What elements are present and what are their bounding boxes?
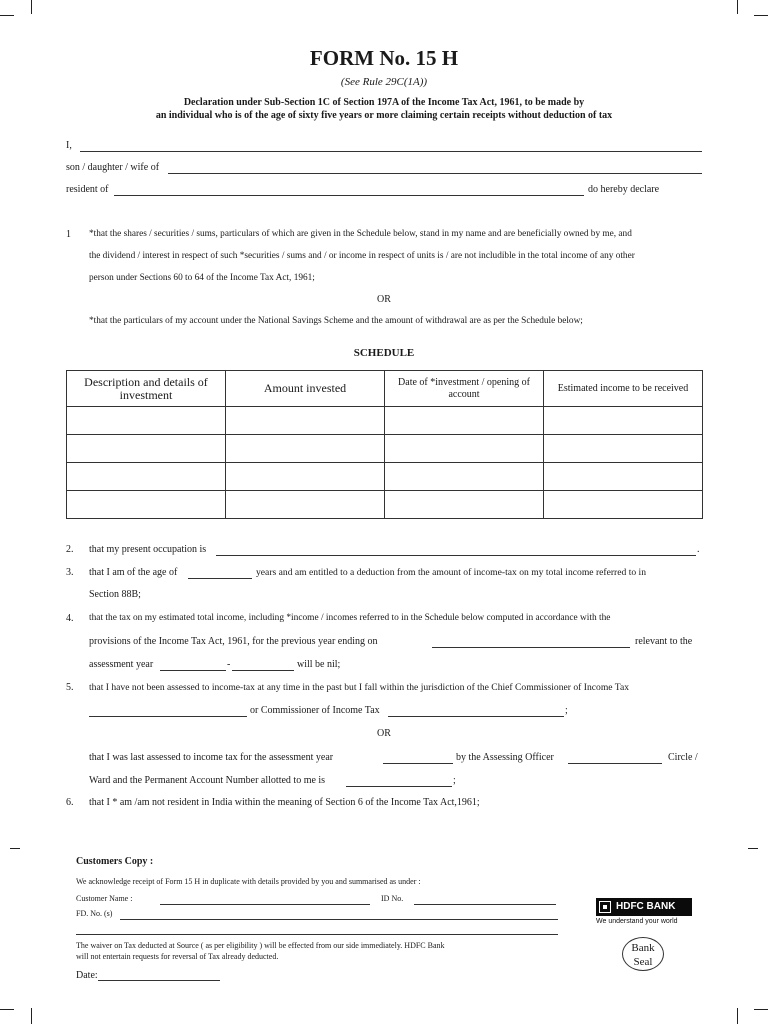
clause-4-line3a: assessment year <box>89 659 154 670</box>
table-cell[interactable] <box>67 407 226 435</box>
crop-mark <box>10 848 20 849</box>
clause-5-or: OR <box>377 728 391 739</box>
clause-2-end: . <box>697 544 700 555</box>
column-header-amount: Amount invested <box>226 371 385 407</box>
clause-5-line1: that I have not been assessed to income-tax at any time in the past but I fall within the jurisdiction of the Chief Commissioner of Income Tax <box>89 682 630 693</box>
schedule-title: SCHEDULE <box>353 347 415 359</box>
fd-number-field[interactable] <box>120 919 558 920</box>
declaration-heading-line2: an individual who is of the age of sixty five years or more claiming certain receipts without deduction of tax <box>155 110 613 121</box>
clause-3-line2: Section 88B; <box>89 589 141 600</box>
crop-mark <box>0 15 14 16</box>
table-cell[interactable] <box>226 407 385 435</box>
table-cell[interactable] <box>385 407 544 435</box>
date-field[interactable] <box>98 980 220 981</box>
acknowledgement-text: We acknowledge receipt of Form 15 H in duplicate with details provided by you and summarised as under : <box>76 877 421 886</box>
declaration-heading-line1: Declaration under Sub-Section 1C of Section 197A of the Income Tax Act, 1961, to be made by <box>183 97 585 108</box>
clause-5-number: 5. <box>66 682 74 693</box>
age-field[interactable] <box>188 578 252 579</box>
table-cell[interactable] <box>544 463 703 491</box>
table-cell[interactable] <box>67 463 226 491</box>
customer-id-field[interactable] <box>414 904 556 905</box>
table-cell[interactable] <box>544 407 703 435</box>
fd-number-field-extra[interactable] <box>76 934 558 935</box>
clause-4-number: 4. <box>66 613 74 624</box>
column-header-estimated-income: Estimated income to be received <box>544 371 703 407</box>
clause-5-line4a: Ward and the Permanent Account Number allotted to me is <box>89 775 326 786</box>
occupation-field[interactable] <box>216 555 696 556</box>
clause-4-line3b: - <box>227 659 231 670</box>
clause-1-or: OR <box>377 294 391 305</box>
table-cell[interactable] <box>67 435 226 463</box>
commissioner-field[interactable] <box>388 716 564 717</box>
logo-box <box>596 898 692 916</box>
clause-3-number: 3. <box>66 567 74 578</box>
customers-copy-title: Customers Copy : <box>76 856 154 867</box>
clause-2-number: 2. <box>66 544 74 555</box>
clause-6-number: 6. <box>66 797 74 808</box>
table-cell[interactable] <box>544 435 703 463</box>
column-header-date: Date of *investment / opening of account <box>385 371 544 407</box>
fd-number-label: FD. No. (s) <box>76 909 113 918</box>
bank-logo-icon <box>599 901 611 913</box>
table-cell[interactable] <box>385 491 544 519</box>
clause-1-line2: the dividend / interest in respect of such *securities / sums and / or income in respect of units is / are not includible in the total income of any other <box>89 251 635 261</box>
table-row <box>67 407 703 435</box>
clause-1-line4: *that the particulars of my account under the National Savings Scheme and the amount of withdrawal are as per the Schedule below; <box>89 316 583 326</box>
clause-4-line3c: will be nil; <box>297 659 341 670</box>
pan-field[interactable] <box>346 786 452 787</box>
date-label: Date: <box>76 970 98 981</box>
clause-2-label: that my present occupation is <box>89 544 207 555</box>
name-label: I, <box>66 140 72 151</box>
assessment-year-to-field[interactable] <box>232 670 294 671</box>
crop-mark <box>737 1008 738 1024</box>
table-cell[interactable] <box>67 491 226 519</box>
seal-line1: Bank <box>631 942 655 954</box>
table-row <box>67 435 703 463</box>
crop-mark <box>0 1009 14 1010</box>
address-field[interactable] <box>114 195 584 196</box>
clause-4-line2a: provisions of the Income Tax Act, 1961, for the previous year ending on <box>89 636 378 647</box>
clause-5-line3c: Circle / <box>668 752 698 763</box>
crop-mark <box>754 1009 768 1010</box>
customer-name-field[interactable] <box>160 904 370 905</box>
clause-4-line2b: relevant to the <box>635 636 693 647</box>
clause-5-line2-end: ; <box>565 705 568 716</box>
logo-text: HDFC BANK <box>616 901 676 912</box>
clause-3-label-a: that I am of the age of <box>89 567 178 578</box>
table-cell[interactable] <box>226 463 385 491</box>
seal-line2: Seal <box>633 956 653 968</box>
clause-1-line3: person under Sections 60 to 64 of the Income Tax Act, 1961; <box>89 273 315 283</box>
previous-year-field[interactable] <box>432 647 630 648</box>
clause-4-line1: that the tax on my estimated total income, including *income / incomes referred to in the Schedule below computed in accordance with the <box>89 613 611 623</box>
form-title: FORM No. 15 H <box>309 46 459 70</box>
last-assessment-year-field[interactable] <box>383 763 453 764</box>
crop-mark <box>748 848 758 849</box>
waiver-text-line2: will not entertain requests for reversal of Tax already deducted. <box>76 952 279 961</box>
clause-5-line4-end: ; <box>453 775 456 786</box>
name-field[interactable] <box>80 151 702 152</box>
assessing-officer-field[interactable] <box>568 763 662 764</box>
assessment-year-from-field[interactable] <box>160 670 226 671</box>
clause-5-line3a: that I was last assessed to income tax for the assessment year <box>89 752 334 763</box>
table-row <box>67 491 703 519</box>
crop-mark <box>31 0 32 14</box>
relation-label: son / daughter / wife of <box>66 162 160 173</box>
table-cell[interactable] <box>226 491 385 519</box>
table-cell[interactable] <box>544 491 703 519</box>
clause-1-line1: *that the shares / securities / sums, particulars of which are given in the Schedule below, stand in my name and are beneficially owned by me, and <box>89 229 632 239</box>
chief-commissioner-field[interactable] <box>89 716 247 717</box>
table-row <box>67 463 703 491</box>
resident-label: resident of <box>66 184 109 195</box>
clause-3-label-b: years and am entitled to a deduction from the amount of income-tax on my total income referred to in <box>256 567 647 578</box>
clause-5-line3b: by the Assessing Officer <box>456 752 554 763</box>
declare-label: do hereby declare <box>588 184 660 195</box>
crop-mark <box>754 15 768 16</box>
column-header-description: Description and details of investment <box>67 371 226 407</box>
crop-mark <box>737 0 738 14</box>
form-subtitle: (See Rule 29C(1A)) <box>340 76 428 88</box>
waiver-text-line1: The waiver on Tax deducted at Source ( as per eligibility ) will be effected from our side immediately. HDFC Bank <box>76 941 445 950</box>
bank-seal <box>622 937 664 971</box>
crop-mark <box>31 1008 32 1024</box>
customer-name-label: Customer Name : <box>76 894 133 903</box>
table-cell[interactable] <box>385 435 544 463</box>
clause-1-number: 1 <box>66 229 71 240</box>
table-cell[interactable] <box>385 463 544 491</box>
clause-6-text: that I * am /am not resident in India within the meaning of Section 6 of the Income Tax Act,1961; <box>89 797 480 808</box>
bank-tagline: We understand your world <box>596 918 678 925</box>
relation-name-field[interactable] <box>168 173 702 174</box>
customer-id-label: ID No. <box>381 894 404 903</box>
schedule-table <box>66 370 703 519</box>
table-cell[interactable] <box>226 435 385 463</box>
clause-5-line2: or Commissioner of Income Tax <box>250 705 380 716</box>
schedule-header-row <box>67 371 703 407</box>
